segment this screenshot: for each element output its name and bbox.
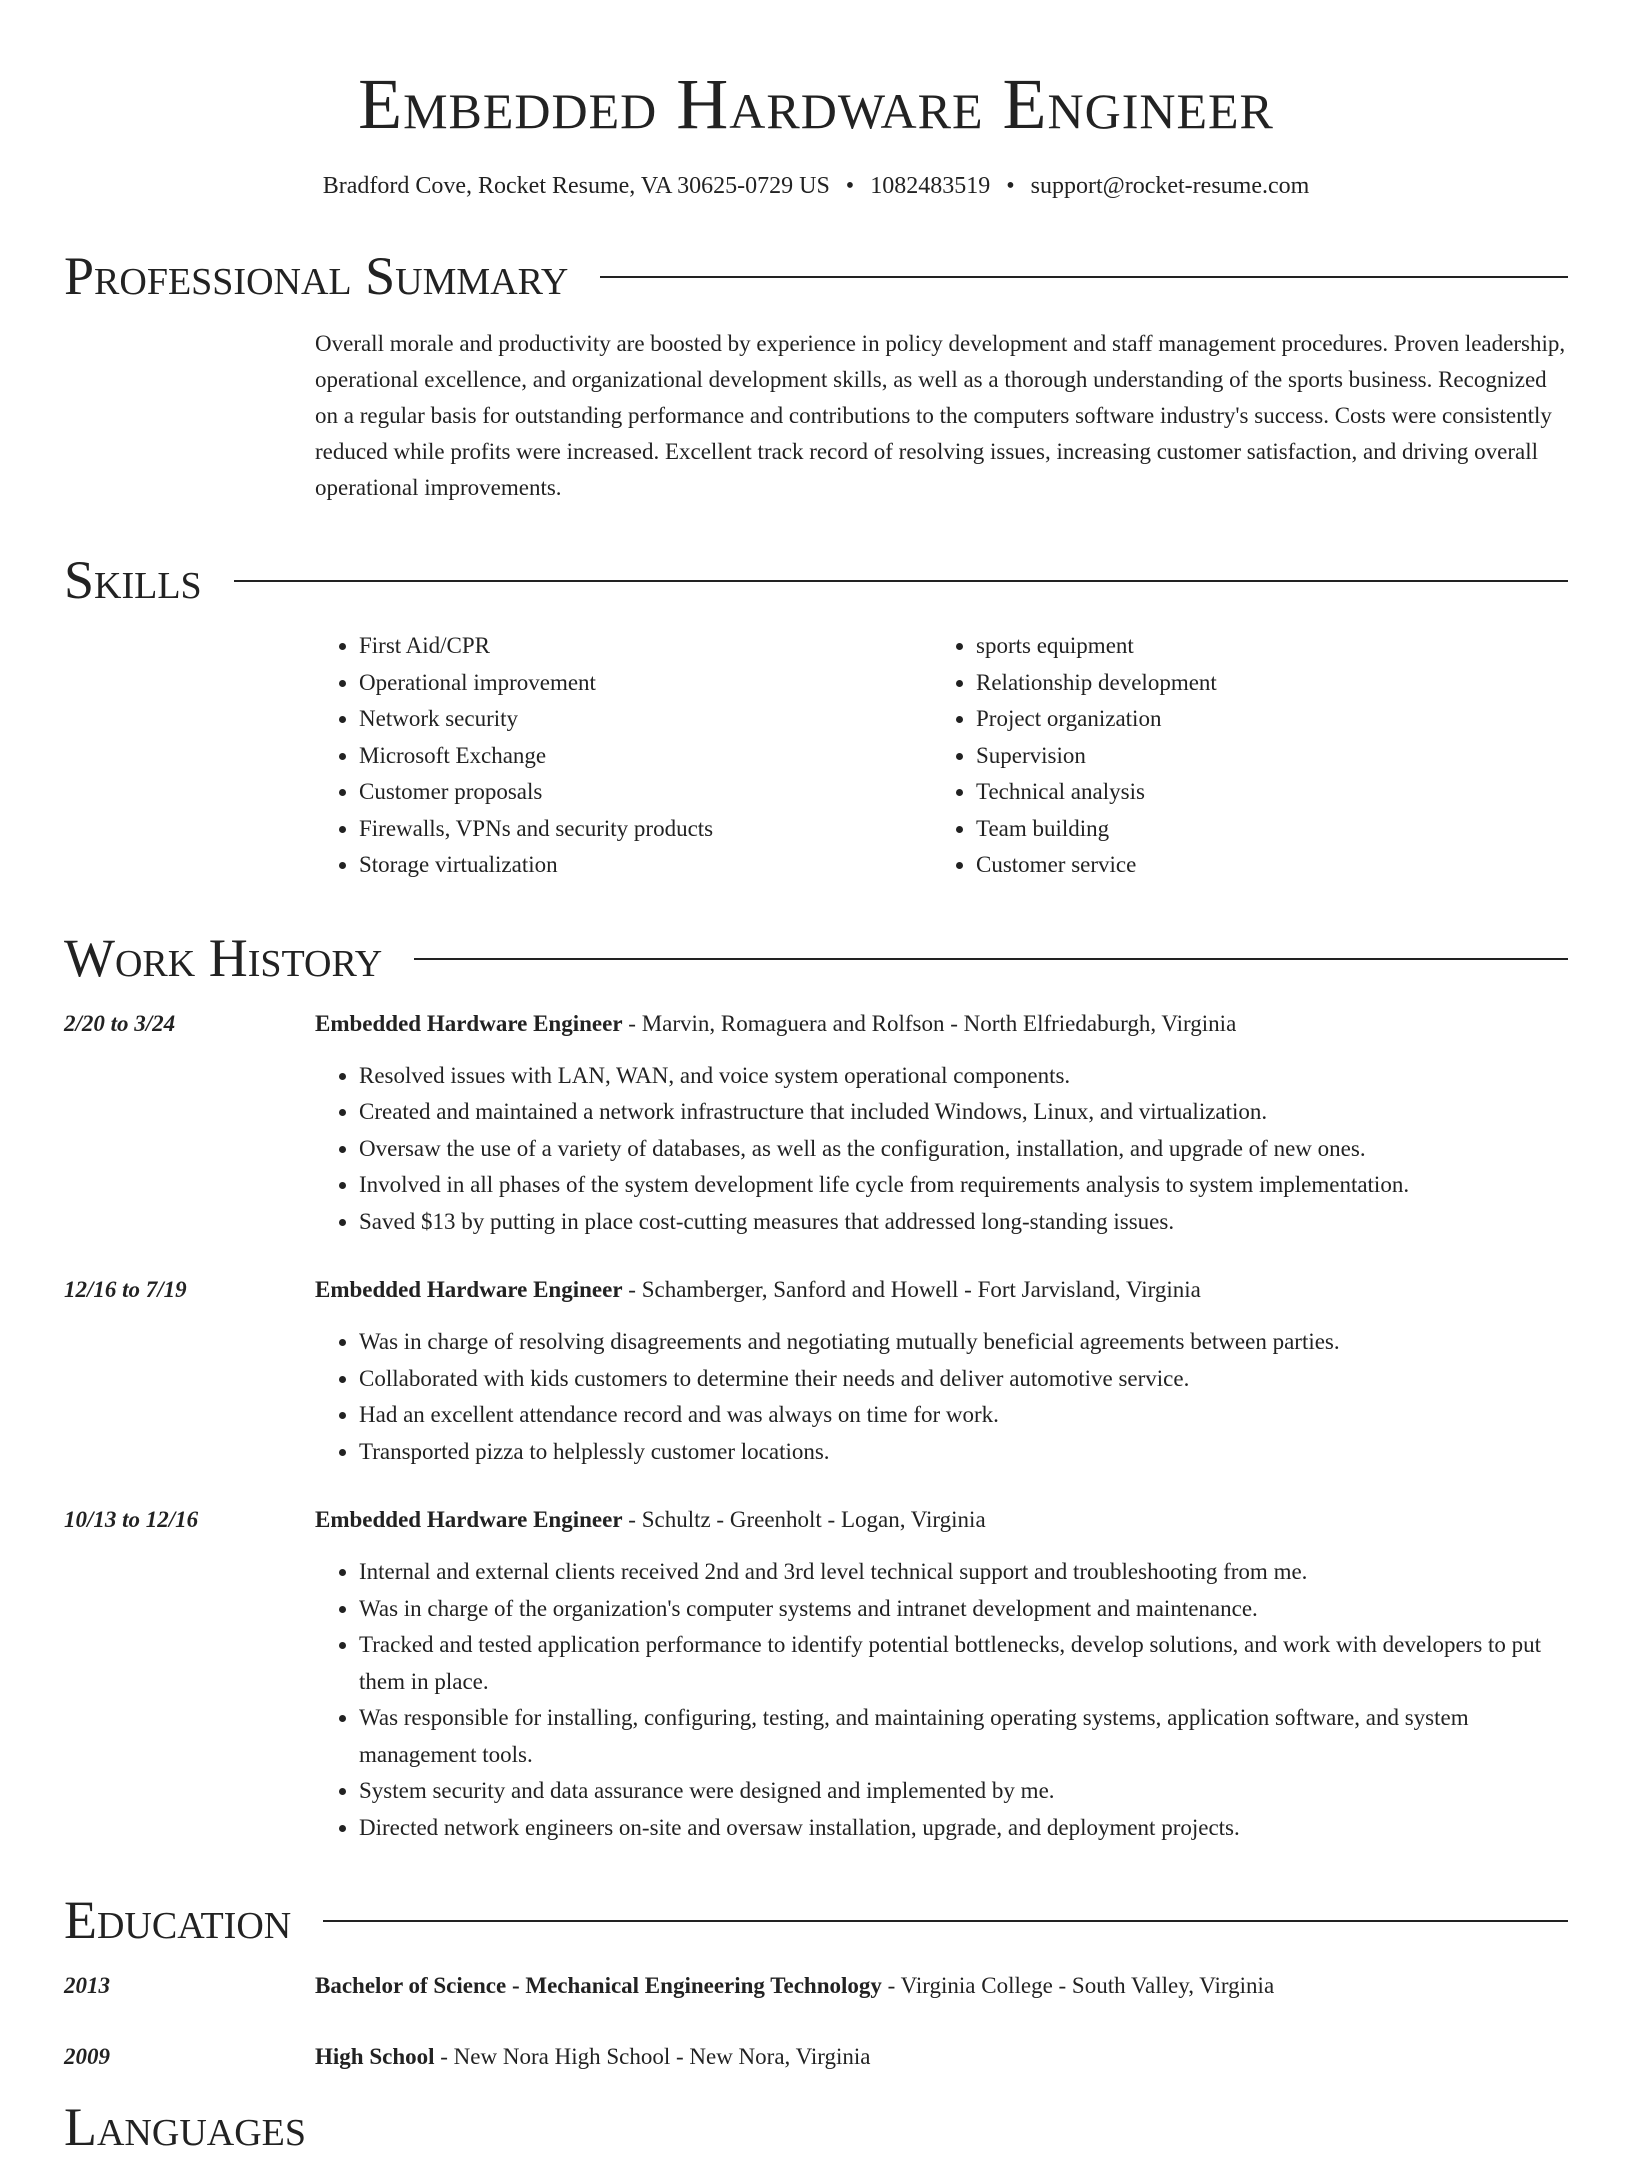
skill-item: • Technical analysis	[976, 774, 1549, 811]
job-employer: - Marvin, Romaguera and Rolfson - North Elfriedaburgh, Virginia	[622, 1010, 1237, 1036]
section-header-education	[64, 1890, 1568, 1950]
school-details: - New Nora High School - New Nora, Virginia	[434, 2044, 871, 2069]
work-entry	[64, 1272, 1568, 1470]
job-employer: - Schultz - Greenholt - Logan, Virginia	[622, 1507, 986, 1532]
work-entry	[64, 1006, 1568, 1241]
contact-address: Bradford Cove, Rocket Resume, VA 30625-0729 US	[322, 173, 830, 199]
work-dates: 2/20 to 3/24	[64, 1010, 176, 1036]
work-entry-content	[315, 1006, 1568, 1241]
skill-item: • Team building	[976, 811, 1549, 848]
skill-item: • Relationship development	[976, 665, 1549, 702]
section-divider	[414, 958, 1568, 960]
contact-email: support@rocket-resume.com	[1030, 173, 1310, 199]
job-bullet: • Was in charge of resolving disagreements and negotiating mutually beneficial agreements between parties.	[359, 1324, 1568, 1361]
education-entry-content	[315, 1968, 1568, 2004]
work-entry-content	[315, 1272, 1568, 1470]
skill-item: • Customer service	[976, 847, 1549, 884]
contact-separator: •	[845, 173, 855, 199]
work-entry-content	[315, 1502, 1568, 1846]
degree-name: Bachelor of Science - Mechanical Engineering Technology	[315, 1973, 882, 1998]
work-entry-header	[315, 1272, 1568, 1308]
skill-item: • Firewalls, VPNs and security products	[359, 811, 932, 848]
education-heading: Education	[64, 1890, 292, 1950]
degree-name: High School	[315, 2044, 435, 2069]
section-header-summary	[64, 246, 1568, 306]
summary-heading: Professional Summary	[64, 246, 569, 306]
skill-item: • Microsoft Exchange	[359, 738, 932, 775]
job-title: Embedded Hardware Engineer	[315, 1010, 623, 1036]
skill-item: • First Aid/CPR	[359, 628, 932, 665]
job-bullet: • Was responsible for installing, configuring, testing, and maintaining operating systems, application software, and system management tools.	[359, 1700, 1568, 1773]
work-dates: 10/13 to 12/16	[64, 1507, 199, 1532]
job-employer: - Schamberger, Sanford and Howell - Fort Jarvisland, Virginia	[622, 1277, 1201, 1302]
skills-heading: Skills	[64, 550, 202, 610]
work-entry-header	[315, 1006, 1568, 1042]
education-entry-header	[315, 2039, 1568, 2075]
job-bullets	[315, 1554, 1568, 1846]
job-title: Embedded Hardware Engineer	[315, 1507, 623, 1532]
skill-item: • Network security	[359, 701, 932, 738]
contact-line	[64, 170, 1568, 202]
resume-title: Embedded Hardware Engineer	[358, 64, 1274, 144]
school-details: - Virginia College - South Valley, Virginia	[881, 1973, 1275, 1998]
summary-text: Overall morale and productivity are boosted by experience in policy development and staff management procedures. Proven leadership, operational excellence, and organizational development skills, as well as a thorough understanding of the sports business. Recognized on a regular basis for outstanding performance and contributions to the computers software industry's success. Costs were consistently reduced while profits were increased. Excellent track record of resolving issues, increasing customer satisfaction, and driving overall operational improvements.	[315, 331, 1566, 500]
job-bullet: • Resolved issues with LAN, WAN, and voice system operational components.	[359, 1058, 1568, 1095]
contact-phone: 1082483519	[870, 173, 991, 199]
job-bullet: • Directed network engineers on-site and oversaw installation, upgrade, and deployment projects.	[359, 1810, 1568, 1847]
job-bullets	[315, 1324, 1568, 1470]
job-bullet: • Internal and external clients received 2nd and 3rd level technical support and troubleshooting from me.	[359, 1554, 1568, 1591]
skill-item: • Project organization	[976, 701, 1549, 738]
skill-item: • Supervision	[976, 738, 1549, 775]
job-bullet: • Collaborated with kids customers to determine their needs and deliver automotive service.	[359, 1361, 1568, 1398]
job-bullet: • Was in charge of the organization's computer systems and intranet development and maintenance.	[359, 1591, 1568, 1628]
job-bullet: • Created and maintained a network infrastructure that included Windows, Linux, and virtualization.	[359, 1094, 1568, 1131]
job-bullets	[315, 1058, 1568, 1241]
resume-page	[64, 0, 1568, 2157]
education-entry-header	[315, 1968, 1568, 2004]
skill-item: • Storage virtualization	[359, 847, 932, 884]
work-heading: Work History	[64, 927, 383, 988]
skill-item: • sports equipment	[976, 628, 1549, 665]
job-title: Embedded Hardware Engineer	[315, 1277, 623, 1302]
section-divider	[234, 580, 1568, 582]
section-divider	[600, 276, 1568, 278]
education-year: 2009	[64, 2044, 110, 2069]
education-entry	[64, 1968, 1568, 2004]
job-bullet: • Transported pizza to helplessly customer locations.	[359, 1434, 1568, 1471]
education-list	[64, 1968, 1568, 2075]
skills-grid	[315, 628, 1568, 884]
skill-item: • Customer proposals	[359, 774, 932, 811]
section-header-work	[64, 928, 1568, 988]
contact-separator: •	[1006, 173, 1015, 199]
education-entry	[64, 2039, 1568, 2075]
education-year: 2013	[64, 1973, 110, 1998]
skills-column-left	[315, 628, 932, 884]
skills-column-right	[932, 628, 1549, 884]
education-entry-content	[315, 2039, 1568, 2075]
section-divider	[323, 1920, 1568, 1922]
section-header-skills	[64, 550, 1568, 610]
work-dates: 12/16 to 7/19	[64, 1277, 187, 1302]
job-bullet: • System security and data assurance were designed and implemented by me.	[359, 1773, 1568, 1810]
section-header-languages	[64, 2097, 1568, 2157]
job-bullet: • Saved $13 by putting in place cost-cutting measures that addressed long-standing issues.	[359, 1204, 1568, 1241]
work-history-list	[64, 1006, 1568, 1847]
skill-item: • Operational improvement	[359, 665, 932, 702]
languages-heading: Languages	[64, 2097, 306, 2157]
job-bullet: • Had an excellent attendance record and was always on time for work.	[359, 1397, 1568, 1434]
job-bullet: • Oversaw the use of a variety of databases, as well as the configuration, installation, and upgrade of new ones.	[359, 1131, 1568, 1168]
work-entry-header	[315, 1502, 1568, 1538]
job-bullet: • Involved in all phases of the system development life cycle from requirements analysis to system implementation.	[359, 1167, 1568, 1204]
work-entry	[64, 1502, 1568, 1846]
job-bullet: • Tracked and tested application performance to identify potential bottlenecks, develop solutions, and work with developers to put them in place.	[359, 1627, 1568, 1700]
